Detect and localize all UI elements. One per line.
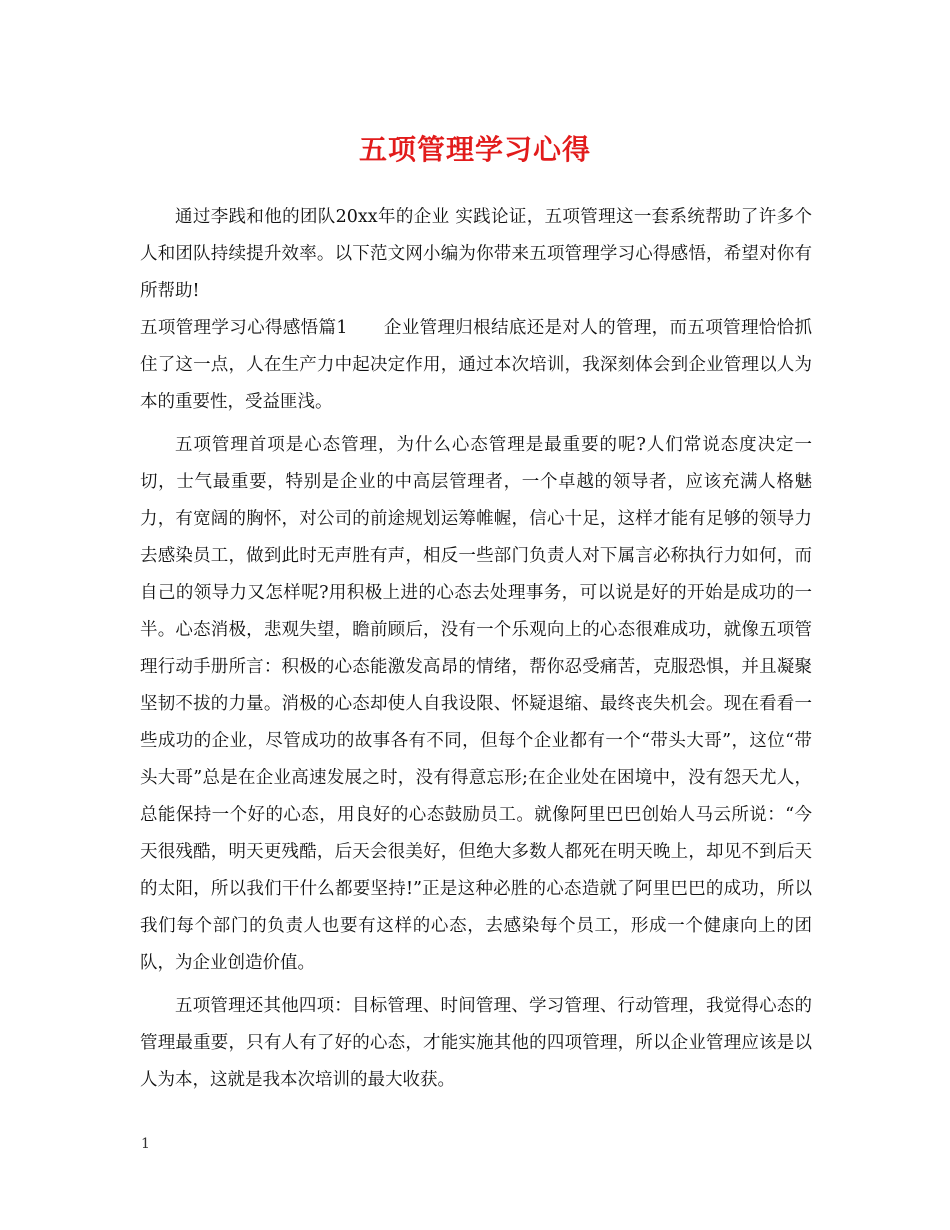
conclusion-paragraph: 五项管理还其他四项：目标管理、时间管理、学习管理、行动管理，我觉得心态的管理最重要，只有人有了好的心态，才能实施其他的四项管理，所以企业管理应该是以人为本，这就是我本次培训的最大收获。: [140, 996, 812, 1090]
section-heading: 五项管理学习心得感悟篇1: [140, 318, 348, 338]
page-number: 1: [141, 1136, 150, 1152]
document-body: [140, 199, 812, 1099]
section-text: 企业管理归根结底还是对人的管理，而五项管理恰恰抓住了这一点，人在生产力中起决定作用，通过本次培训，我深刻体会到企业管理以人为本的重要性，受益匪浅。: [140, 318, 813, 412]
section-paragraph: [140, 310, 812, 421]
document-title: 五项管理学习心得: [358, 133, 591, 166]
intro-paragraph: 通过李践和他的团队20xx年的企业 实践论证，五项管理这一套系统帮助了许多个人和团队持续提升效率。以下范文网小编为你带来五项管理学习心得感悟，希望对你有所帮助!: [140, 207, 812, 301]
mindset-paragraph: 五项管理首项是心态管理，为什么心态管理是最重要的呢?人们常说态度决定一切，士气最重要，特别是企业的中高层管理者，一个卓越的领导者，应该充满人格魅力，有宽阔的胸怀，对公司的前途规划运筹帷幄，信心十足，这样才能有足够的领导力去感染员工，做到此时无声胜有声，相反一些部门负责人对下属言必称执行力如何，而自己的领导力又怎样呢?用积极上进的心态去处理事务，可以说是好的开始是成功的一半。心态消极，悲观失望，瞻前顾后，没有一个乐观向上的心态很难成功，就像五项管理行动手册所言：积极的心态能激发高昂的情绪，帮你忍受痛苦，克服恐惧，并且凝聚坚韧不拔的力量。消极的心态却使人自我设限、怀疑退缩、最终丧失机会。现在看看一些成功的企业，尽管成功的故事各有不同，但每个企业都有一个“带头大哥”，这位“带头大哥”总是在企业高速发展之时，没有得意忘形;在企业处在困境中，没有怨天尤人，总能保持一个好的心态，用良好的心态鼓励员工。就像阿里巴巴创始人马云所说：“今天很残酷，明天更残酷，后天会很美好，但绝大多数人都死在明天晚上，却见不到后天的太阳，所以我们干什么都要坚持!”正是这种必胜的心态造就了阿里巴巴的成功，所以我们每个部门的负责人也要有这样的心态，去感染每个员工，形成一个健康向上的团队，为企业创造价值。: [140, 435, 812, 973]
